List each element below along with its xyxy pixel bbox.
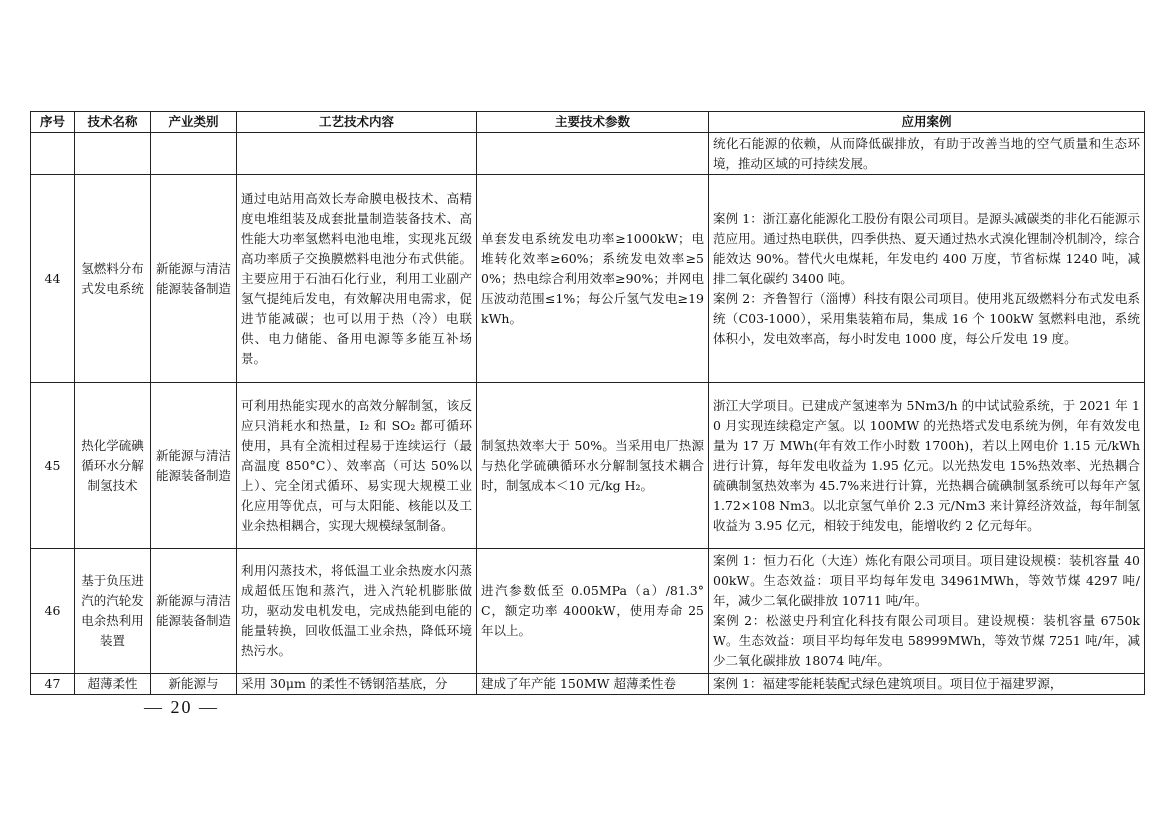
cell-category: 新能源与清洁能源装备制造 bbox=[151, 383, 237, 549]
cell-name: 氢燃料分布式发电系统 bbox=[75, 175, 151, 383]
table-row bbox=[31, 383, 1145, 549]
cell-params: 制氢热效率大于 50%。当采用电厂热源与热化学硫碘循环水分解制氢技术耦合时，制氢成本＜10 元/kg H₂。 bbox=[477, 383, 709, 549]
cell-no bbox=[31, 133, 75, 175]
cell-name: 基于负压进汽的汽轮发电余热利用装置 bbox=[75, 549, 151, 674]
cell-cases: 案例 1：恒力石化（大连）炼化有限公司项目。项目建设规模：装机容量 4000kW。生态效益：项目平均每年发电 34961MWh，等效节煤 4297 吨/年，减少二氧化碳排放 10711 吨/年。 案例 2：松滋史丹利宜化科技有限公司项目。建设规模：装机容量 6750kW。生态效益：项目平均每年发电 58999MWh，等效节煤 7251 吨/年，减少二氧化碳排放 18074 吨/年。 bbox=[709, 549, 1145, 674]
cell-params: 进汽参数低至 0.05MPa（a）/81.3°C，额定功率 4000kW，使用寿命 25 年以上。 bbox=[477, 549, 709, 674]
table-header-row bbox=[31, 112, 1145, 133]
table-row bbox=[31, 674, 1145, 695]
cell-category: 新能源与清洁能源装备制造 bbox=[151, 549, 237, 674]
cell-no: 45 bbox=[31, 383, 75, 549]
cell-cases: 统化石能源的依赖，从而降低碳排放，有助于改善当地的空气质量和生态环境，推动区域的可持续发展。 bbox=[709, 133, 1145, 175]
header-no: 序号 bbox=[31, 112, 75, 133]
header-cases: 应用案例 bbox=[709, 112, 1145, 133]
cell-params: 建成了年产能 150MW 超薄柔性卷 bbox=[477, 674, 709, 695]
cell-content: 可利用热能实现水的高效分解制氢，该反应只消耗水和热量，I₂ 和 SO₂ 都可循环使用，具有全流相过程易于连续运行（最高温度 850°C）、效率高（可达 50%以上）、完全闭式循环、易实现大规模工业化应用等优点，可与太阳能、核能以及工业余热相耦合，实现大规模绿氢制备。 bbox=[237, 383, 477, 549]
cell-params bbox=[477, 133, 709, 175]
cell-cases: 案例 1：浙江嘉化能源化工股份有限公司项目。是源头减碳类的非化石能源示范应用。通过热电联供，四季供热、夏天通过热水式溴化锂制冷机制冷，综合能效达 90%。替代火电煤耗，年发电约 400 万度，节省标煤 1240 吨，减排二氧化碳约 3400 吨。 案例 2：齐鲁智行（淄博）科技有限公司项目。使用兆瓦级燃料分布式发电系统（C03-1000），采用集装箱布局，集成 16 个 100kW 氢燃料电池，系统体积小，发电效率高，每小时发电 1000 度，每公斤发电 19 度。 bbox=[709, 175, 1145, 383]
table-row bbox=[31, 133, 1145, 175]
table-row bbox=[31, 175, 1145, 383]
cell-no: 46 bbox=[31, 549, 75, 674]
header-category: 产业类别 bbox=[151, 112, 237, 133]
cell-name: 热化学硫碘循环水分解制氢技术 bbox=[75, 383, 151, 549]
cell-params: 单套发电系统发电功率≥1000kW；电堆转化效率≥60%；系统发电效率≥50%；热电综合利用效率≥90%；并网电压波动范围≤1%；每公斤氢气发电≥19kWh。 bbox=[477, 175, 709, 383]
cell-cases: 浙江大学项目。已建成产氢速率为 5Nm3/h 的中试试验系统，于 2021 年 10 月实现连续稳定产氢。以 100MW 的光热塔式发电系统为例，年有效发电量为 17 万 MWh(年有效工作小时数 1700h)，若以上网电价 1.15 元/kWh 进行计算，每年发电收益为 1.95 亿元。以光热发电 15%热效率、光热耦合硫碘制氢热效率为 45.7%来进行计算，光热耦合硫碘制氢系统可以每年产氢 1.72×108 Nm3。以北京氢气单价 2.3 元/Nm3 来计算经济效益，每年制氢收益为 3.95 亿元，相较于纯发电，能增收约 2 亿元每年。 bbox=[709, 383, 1145, 549]
cell-no: 47 bbox=[31, 674, 75, 695]
cell-name: 超薄柔性 bbox=[75, 674, 151, 695]
table-row bbox=[31, 549, 1145, 674]
header-name: 技术名称 bbox=[75, 112, 151, 133]
cell-category: 新能源与清洁能源装备制造 bbox=[151, 175, 237, 383]
cell-content: 利用闪蒸技术，将低温工业余热废水闪蒸成超低压饱和蒸汽，进入汽轮机膨胀做功，驱动发电机发电，完成热能到电能的能量转换，回收低温工业余热，降低环境热污水。 bbox=[237, 549, 477, 674]
technology-table bbox=[30, 111, 1145, 695]
cell-no: 44 bbox=[31, 175, 75, 383]
cell-category: 新能源与 bbox=[151, 674, 237, 695]
cell-name bbox=[75, 133, 151, 175]
cell-cases: 案例 1：福建零能耗装配式绿色建筑项目。项目位于福建罗源， bbox=[709, 674, 1145, 695]
cell-category bbox=[151, 133, 237, 175]
cell-content bbox=[237, 133, 477, 175]
header-content: 工艺技术内容 bbox=[237, 112, 477, 133]
page-number: — 20 — bbox=[144, 697, 219, 717]
cell-content: 通过电站用高效长寿命膜电极技术、高精度电堆组装及成套批量制造装备技术、高性能大功率氢燃料电池电堆，实现兆瓦级高功率质子交换膜燃料电池分布式供能。主要应用于石油石化行业，利用工业副产氢气提纯后发电，有效解决用电需求，促进节能减碳；也可以用于热（冷）电联供、电力储能、备用电源等多能互补场景。 bbox=[237, 175, 477, 383]
header-params: 主要技术参数 bbox=[477, 112, 709, 133]
cell-content: 采用 30μm 的柔性不锈钢箔基底，分 bbox=[237, 674, 477, 695]
